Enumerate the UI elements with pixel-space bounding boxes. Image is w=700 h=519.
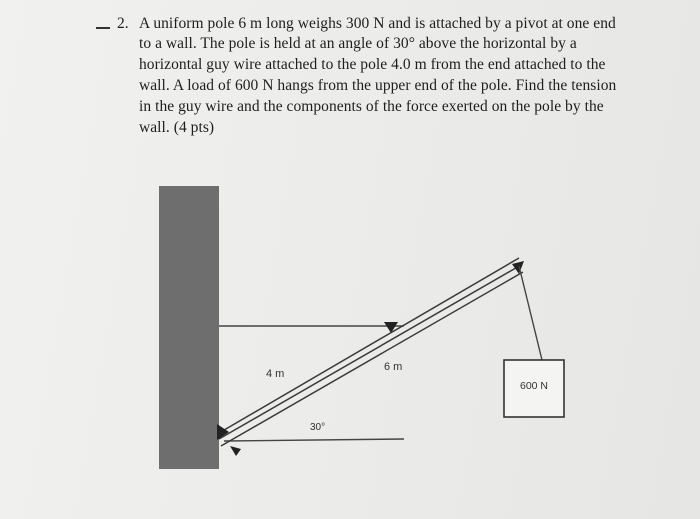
label-4m: 4 m <box>266 368 285 380</box>
horizontal-reference-line <box>224 439 404 441</box>
problem-line-6: wall. (4 pts) <box>139 119 215 136</box>
pivot-marker-lower <box>230 446 241 456</box>
problem-line-2: to a wall. The pole is held at an angle of 30° above the horizontal by a <box>139 35 577 52</box>
pivot-marker-upper <box>217 424 229 440</box>
problem-line-4: wall. A load of 600 N hangs from the upper end of the pole. Find the tension <box>139 77 617 94</box>
problem-line-1: A uniform pole 6 m long weighs 300 N and is attached by a pivot at one end <box>139 15 616 32</box>
load-rope <box>519 266 542 360</box>
pole <box>219 258 523 446</box>
label-angle: 30° <box>310 422 326 433</box>
question-number: 2. <box>117 15 129 32</box>
label-6m: 6 m <box>384 361 403 373</box>
problem-line-3: horizontal guy wire attached to the pole 4.0 m from the end attached to the <box>139 56 606 73</box>
problem-line-5: in the guy wire and the components of the force exerted on the pole by the <box>139 98 604 115</box>
wall <box>159 186 219 469</box>
guy-wire-attachment-marker <box>384 322 398 333</box>
load-label: 600 N <box>519 380 549 392</box>
